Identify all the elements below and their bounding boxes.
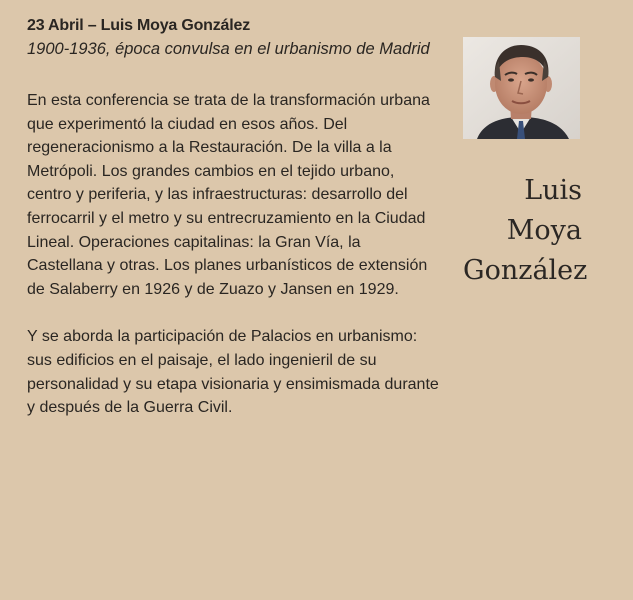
conference-subtitle: 1900-1936, época convulsa en el urbanismo de Madrid (27, 40, 430, 58)
speaker-name (463, 171, 588, 291)
conference-title: 23 Abril – Luis Moya González (27, 17, 250, 34)
description-paragraph-1: En esta conferencia se trata de la transformación urbana que experimentó la ciudad en esos años. Del regeneracionismo a la Restauración. De la villa a la Metrópoli. Los grandes cambios en el tejido urbano, centro y periferia, y las infraestructuras: desarrollo del ferrocarril y el metro y su entrecruzamiento en la Ciudad Lineal. Operaciones capitalinas: la Gran Vía, la Castellana y otras. Los planes urbanísticos de extensión de Salaberry en 1926 y de Zuazo y Jansen en 1929. (27, 92, 430, 298)
speaker-card (463, 37, 588, 291)
conference-description (27, 15, 439, 420)
speaker-surname-1: Moya (506, 215, 582, 246)
description-paragraph-2: Y se aborda la participación de Palacios en urbanismo: sus edificios en el paisaje, el lado ingenieril de su personalidad y su etapa visionaria y ensimismada durante y después de la Guerra Civil. (27, 328, 439, 417)
speaker-first-name: Luis (524, 175, 582, 206)
speaker-surname-2: González (463, 255, 588, 286)
speaker-portrait-photo (463, 37, 580, 139)
